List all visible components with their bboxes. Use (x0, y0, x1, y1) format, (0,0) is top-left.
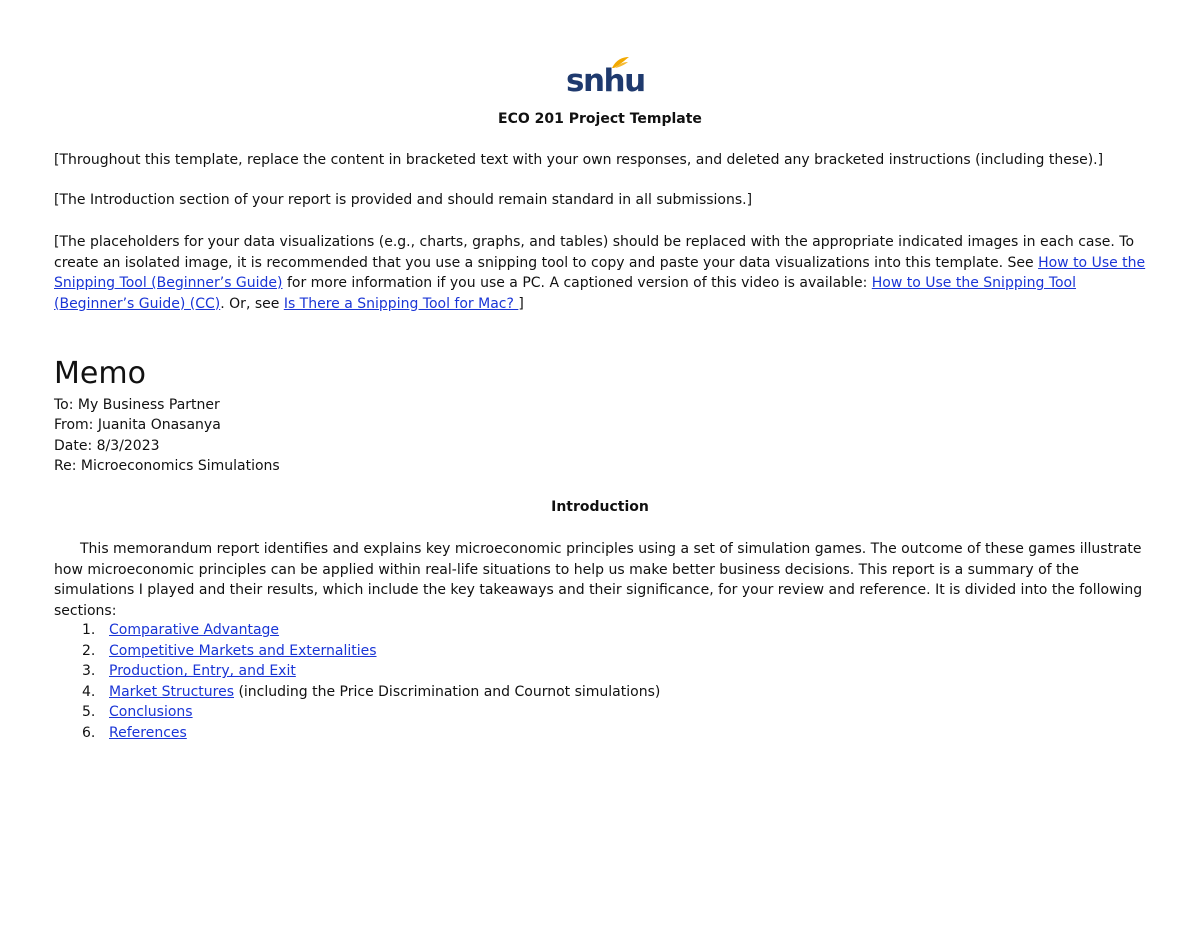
memo-heading: Memo (54, 356, 146, 391)
list-number: 4. (82, 683, 96, 700)
list-suffix: (including the Price Discrimination and Cournot simulations) (234, 683, 661, 700)
instruction-text: ] (518, 295, 524, 312)
list-number: 6. (82, 724, 96, 741)
instruction-text: for more information if you use a PC. A captioned version of this video is available: (282, 275, 872, 291)
instruction-text: [The placeholders for your data visualizations (e.g., charts, graphs, and tables) should be replaced with the appropriate indicated images in each case. To create an isolated image, it is recommended that you use a snipping tool to copy and paste your data visualizations into this template. See (54, 234, 1135, 271)
snhu-logo (566, 56, 645, 100)
memo-date: Date: 8/3/2023 (54, 437, 160, 454)
section-link-production-entry-exit[interactable]: Production, Entry, and Exit (109, 663, 296, 680)
memo-from: From: Juanita Onasanya (54, 417, 221, 434)
list-number: 5. (82, 704, 96, 721)
list-number: 3. (82, 663, 96, 680)
snipping-tool-guide-link[interactable]: How to Use the Snipping Tool (Beginner’s Guide) (54, 254, 1146, 291)
introduction-heading: Introduction (551, 499, 649, 515)
logo-text: snhu (566, 63, 645, 99)
memo-subject: Re: Microeconomics Simulations (54, 457, 280, 474)
instruction-paragraph-3 (54, 232, 1146, 314)
section-link-comparative-advantage[interactable]: Comparative Advantage (109, 622, 280, 638)
list-number: 1. (82, 622, 96, 638)
instruction-paragraph-2: [The Introduction section of your report is provided and should remain standard in all submissions.] (54, 192, 753, 208)
snipping-tool-guide-cc-link[interactable]: How to Use the Snipping Tool (Beginner’s Guide) (CC) (54, 275, 1077, 312)
list-number: 2. (82, 642, 96, 659)
section-link-conclusions[interactable]: Conclusions (109, 704, 193, 721)
page-title: ECO 201 Project Template (498, 111, 702, 127)
section-link-competitive-markets[interactable]: Competitive Markets and Externalities (109, 642, 377, 659)
instruction-text: . Or, see (220, 295, 284, 312)
section-link-market-structures[interactable]: Market Structures (109, 683, 234, 700)
mac-snipping-tool-link[interactable]: Is There a Snipping Tool for Mac? (283, 295, 519, 312)
introduction-paragraph: This memorandum report identifies and explains key microeconomic principles using a set of simulation games. The outcome of these games illustrate how microeconomic principles can be applied within real-life situations to help us make better business decisions. This report is a summary of the simulations I played and their results, which include the key takeaways and their significance, for your review and reference. It is divided into the following sections: (54, 541, 1143, 619)
memo-to: To: My Business Partner (54, 397, 220, 413)
section-link-references[interactable]: References (109, 724, 187, 741)
memo-header-block (54, 395, 280, 476)
instruction-paragraph-1: [Throughout this template, replace the content in bracketed text with your own responses, and deleted any bracketed instructions (including these).] (54, 152, 1104, 168)
